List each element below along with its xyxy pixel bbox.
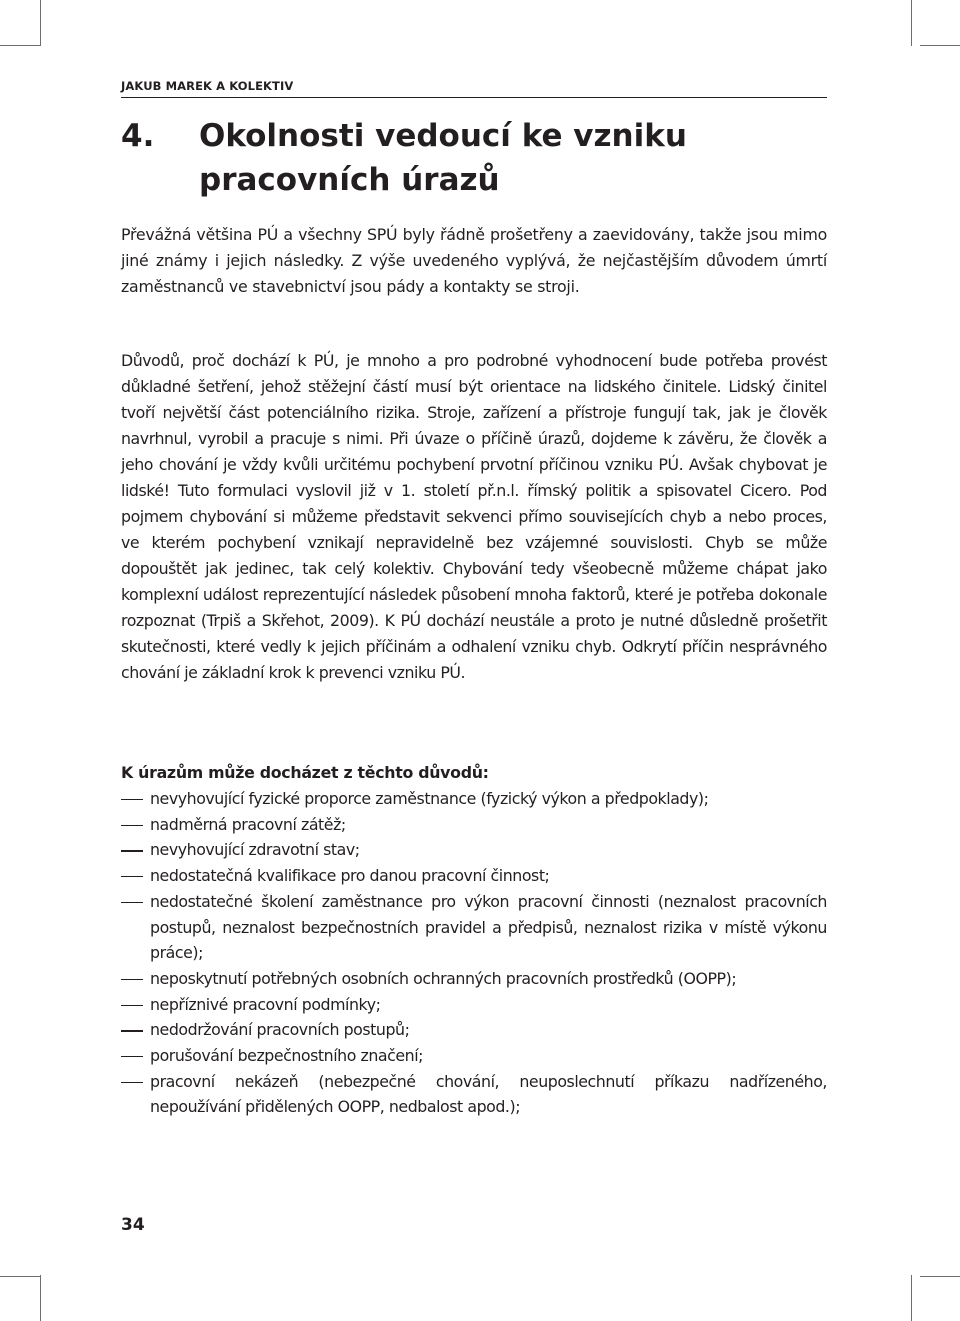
chapter-number: 4. [121, 118, 155, 154]
header-rule [121, 97, 827, 98]
list-item [121, 1069, 827, 1120]
list-item [121, 1017, 827, 1043]
crop-mark-bottom-left [0, 1276, 40, 1277]
list-heading: K úrazům může docházet z těchto důvodů: [121, 763, 489, 782]
list-item-text: nedodržování pracovních postupů; [150, 1020, 410, 1040]
body-paragraph: Důvodů, proč dochází k PÚ, je mnoho a pro podrobné vyhodnocení bude potřeba provést důkladné šetření, jehož stěžejní částí musí být orientace na lidského činitele. Lidský činitel tvoří největší část potenciálního rizika. Stroje, zařízení a přístroje fungují tak, jak je člověk navrhnul, vyrobil a pracuje s nimi. Při úvaze o příčině úrazů, dojdeme k závěru, že člověk a jeho chování je vždy kvůli určitému pochybení prvotní příčinou vzniku PÚ. Avšak chybovat je lidské! Tuto formulaci vyslovil již v 1. století př.n.l. římský politik a spisovatel Cicero. Pod pojmem chybování si můžeme představit sekvenci přímo souvisejících chyb a nebo proces, ve kterém pochybení vznikají nepravidelně bez vzájemné souvislosti. Chyb se může dopouštět jak jedinec, tak celý kolektiv. Chybování tedy všeobecně můžeme chápat jako komplexní událost reprezentující následek působení mnoha faktorů, které je potřeba dokonale rozpoznat (Trpiš a Skřehot, 2009). K PÚ dochází neustále a proto je nutné důsledně prošetřit skutečnosti, které vedly k jejich příčinám a odhalení vzniku chyb. Odkrytí příčin nesprávného chování je základní krok k prevenci vzniku PÚ. [121, 351, 827, 682]
page-number: 34 [121, 1215, 145, 1235]
reasons-list [121, 786, 827, 1120]
crop-mark-top-left [0, 45, 40, 46]
list-item [121, 786, 827, 812]
list-item-text: nadměrná pracovní zátěž; [150, 814, 346, 834]
list-item [121, 812, 827, 838]
crop-mark-bottom-right [920, 1276, 960, 1277]
crop-mark-top-right [920, 45, 960, 46]
list-item-text: nevyhovující fyzické proporce zaměstnance (fyzický výkon a předpoklady); [150, 789, 709, 808]
list-item [121, 966, 827, 992]
list-item [121, 863, 827, 889]
crop-mark-bottom-right [911, 1275, 912, 1321]
list-item-text: nepříznivé pracovní podmínky; [150, 994, 381, 1014]
list-item [121, 1043, 827, 1069]
body-paragraph: Převážná většina PÚ a všechny SPÚ byly řádně prošetřeny a zaevidovány, takže jsou mimo jiné známy i jejich následky. Z výše uvedeného vyplývá, že nejčastějším důvodem úmrtí zaměstnanců ve stavebnictví jsou pády a kontakty se stroji. [121, 225, 827, 296]
list-item [121, 889, 827, 966]
crop-mark-bottom-left [40, 1275, 41, 1321]
list-item-text: nedostatečné školení zaměstnance pro výkon pracovní činnosti (neznalost pracovních postupů, neznalost bezpečnostních pravidel a předpisů, neznalost rizika v místě výkonu práce); [150, 891, 827, 963]
list-item [121, 992, 827, 1018]
list-item-text: nevyhovující zdravotní stav; [150, 840, 360, 860]
list-item-text: neposkytnutí potřebných osobních ochranných pracovních prostředků (OOPP); [150, 968, 737, 988]
crop-mark-top-left [40, 0, 41, 46]
list-item-text: porušování bezpečnostního značení; [150, 1046, 424, 1066]
crop-mark-top-right [911, 0, 912, 46]
list-item-text: pracovní nekázeň (nebezpečné chování, neuposlechnutí příkazu nadřízeného, nepoužívání přidělených OOPP, nedbalost apod.); [150, 1071, 827, 1117]
running-header: JAKUB MAREK A KOLEKTIV [121, 79, 294, 93]
chapter-title: Okolnosti vedoucí ke vzniku pracovních úrazů [199, 118, 687, 198]
list-item [121, 837, 827, 863]
chapter-heading [121, 114, 827, 202]
list-item-text: nedostatečná kvalifikace pro danou pracovní činnost; [150, 866, 550, 886]
